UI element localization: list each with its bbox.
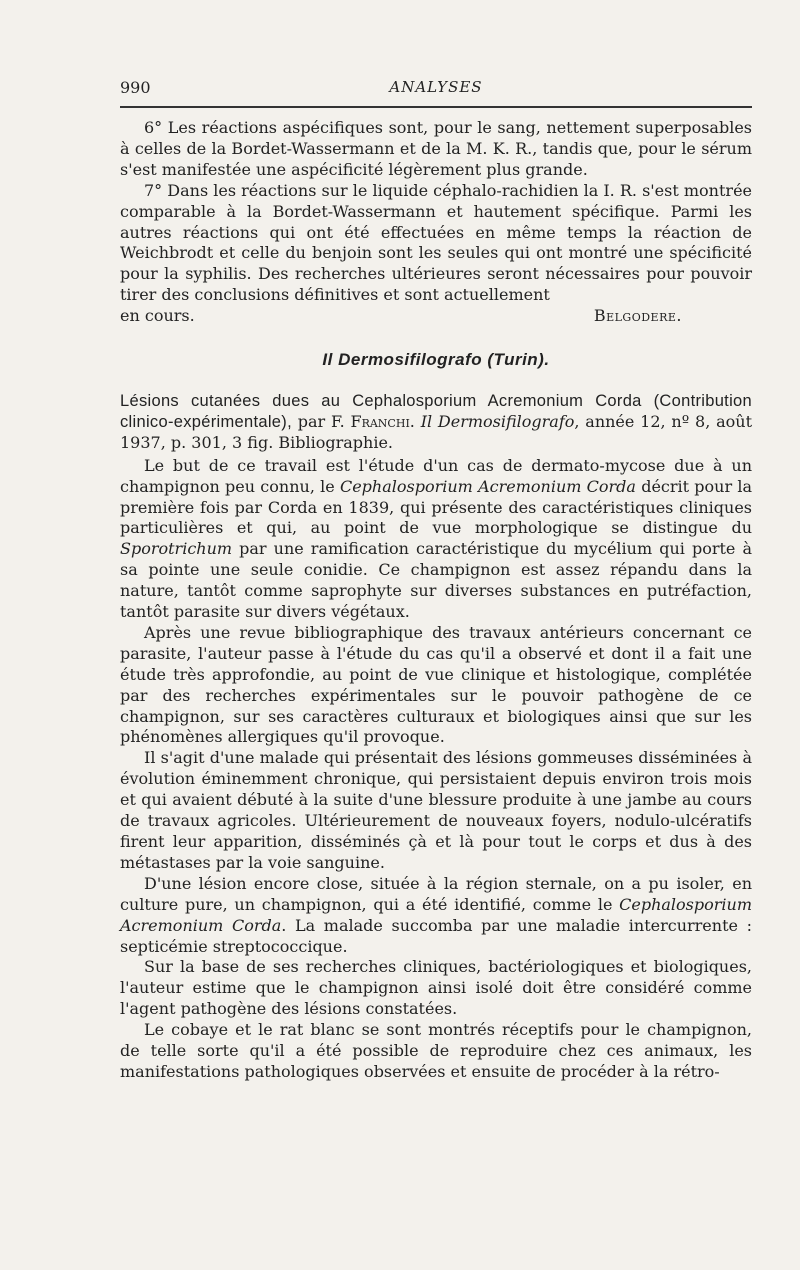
closing-text: en cours. xyxy=(120,306,195,326)
text-run: décrit pour la première fois par Corda en 1839, qui présente des caractéristiques cliniques particulières et qui, au point de vue morphologique se distingue du xyxy=(120,476,753,538)
header-rule xyxy=(120,106,752,108)
article-citation: , année 12, nº 8, août 1937, p. 301, 3 fig. Bibliographie. xyxy=(120,411,753,452)
species-name: Cephalosporium Acremonium Corda xyxy=(339,476,636,496)
text-run: D'une lésion encore close, située à la région sternale, on a pu isoler, en culture pure, un champignon, qui a été identifié, comme le xyxy=(120,873,752,914)
paragraph-6 xyxy=(120,118,752,181)
text-run: par une ramification caractéristique du mycélium qui porte à sa pointe une seule conidie. Ce champignon est assez répandu dans la nature, tantôt comme saprophyte sur diverses substances en putréfaction, tantôt parasite sur divers végétaux. xyxy=(120,539,752,622)
body-paragraph-6: Le cobaye et le rat blanc se sont montrés réceptifs pour le champignon, de telle sorte qu'il a été possible de reproduire chez ces animaux, les manifestations pathologiques observées et ensuite de procéder à la rétro- xyxy=(120,1020,752,1081)
paragraph-7 xyxy=(120,181,752,306)
text-run: . La malade succomba par une maladie intercurrente : septicémie streptococcique. xyxy=(120,915,752,956)
article-title: Lésions cutanées dues au Cephalosporium Acremonium Corda (Contribution clinico-expérimentale), xyxy=(120,391,752,431)
body-paragraph-2: Après une revue bibliographique des travaux antérieurs concernant ce parasite, l'auteur passe à l'étude du cas qu'il a observé et dont il a fait une étude très approfondie, au point de vue clinique et histologique, complétée par des recherches expérimentales sur le pouvoir pathogène de ce champignon, sur ses caractères culturaux et biologiques ainsi que sur les phénomènes allergiques qu'il provoque. xyxy=(120,622,752,747)
page-content xyxy=(120,118,752,1083)
body-paragraph-4 xyxy=(120,874,752,958)
reviewer-signature: Belgodere. xyxy=(593,306,682,326)
paragraph-text: Les réactions aspécifiques sont, pour le sang, nettement superposables à celles de la Bordet-Wassermann et de la M. K. R., tandis que, pour le sérum s'est manifestée une aspécificité légèrement plus grande. xyxy=(120,118,752,179)
genus-name: Sporotrichum xyxy=(120,539,233,559)
text-run: Le but de ce travail est l'étude d'un cas de dermato-mycose due à un champignon peu connu, le xyxy=(120,455,752,496)
body-paragraph-1 xyxy=(120,456,752,623)
body-paragraph-3: Il s'agit d'une malade qui présentait des lésions gommeuses disséminées à évolution éminemment chronique, qui persistaient depuis environ trois mois et qui avaient débuté à la suite d'une blessure produite à une jambe au cours de travaux agricoles. Ultérieurement de nouveaux foyers, nodulo-ulcératifs firent leur apparition, disséminés çà et là pour tout le corps et dus à des métastases par la voie sanguine. xyxy=(120,748,752,872)
page-header xyxy=(120,78,752,100)
article-by: par F. xyxy=(291,411,351,431)
journal-section-title: Il Dermosifilografo (Turin). xyxy=(322,350,550,370)
article-author: Franchi xyxy=(350,411,410,431)
body-paragraph-5: Sur la base de ses recherches cliniques, bactériologiques et biologiques, l'auteur estime que le champignon ainsi isolé doit être considéré comme l'agent pathogène des lésions constatées. xyxy=(120,957,752,1019)
closing-line xyxy=(120,306,752,327)
paragraph-number: 7° xyxy=(144,180,163,200)
paragraph-number: 6° xyxy=(144,118,163,137)
article-journal: Il Dermosifilografo xyxy=(420,411,575,431)
species-name: Cephalosporium Acremonium Corda xyxy=(120,894,752,935)
page-number: 990 xyxy=(120,78,151,97)
article-after-author: . xyxy=(409,411,421,431)
paragraph-text: Dans les réactions sur le liquide céphalo-rachidien la I. R. s'est montrée comparable à la Bordet-Wassermann et hautement spécifique. Parmi les autres réactions qui ont été effectuées en même temps la réaction de Weichbrodt et celle du benjoin sont les seules qui ont montré une spécificité pour la syphilis. Des recherches ultérieures seront nécessaires pour pouvoir tirer des conclusions définitives et sont actuellement xyxy=(120,180,752,305)
running-title: ANALYSES xyxy=(389,78,483,96)
article-reference xyxy=(120,391,752,454)
